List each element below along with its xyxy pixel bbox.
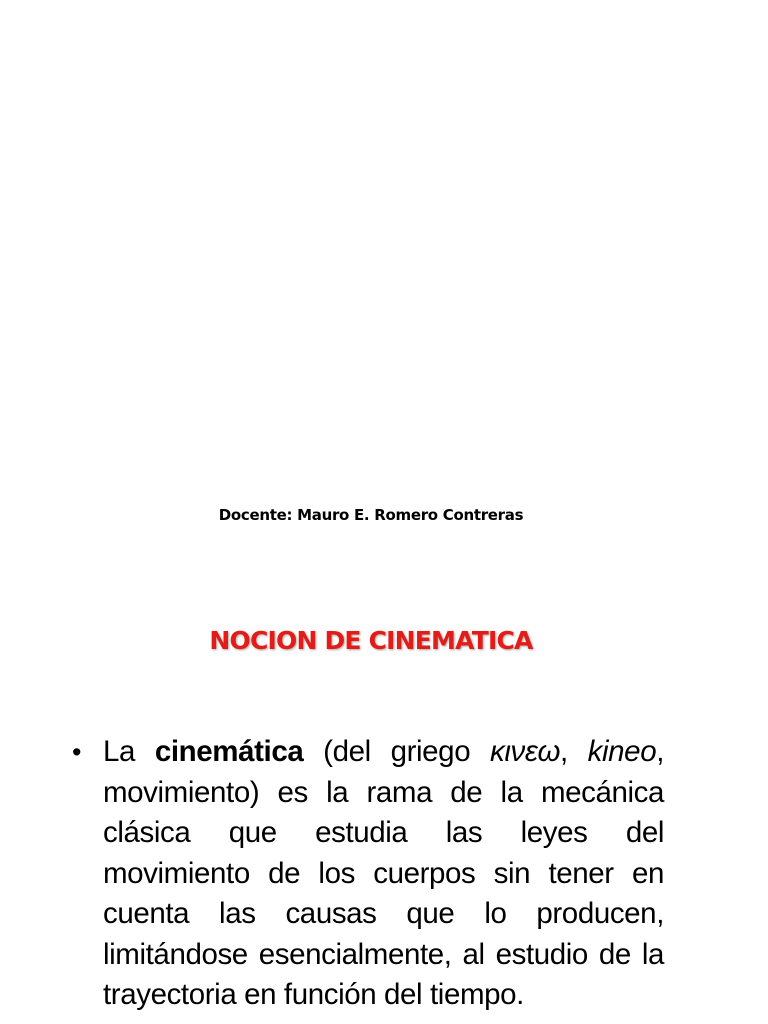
slide-title: NOCION DE CINEMATICA	[209, 626, 533, 655]
bullet-item	[72, 732, 664, 1016]
transliteration: kineo	[587, 735, 657, 768]
text-run: ,	[560, 735, 588, 768]
text-run: , movimiento) es la rama de la mecánica clásica que estudia las leyes del movimiento de los cuerpos sin tener en cuenta las causas que lo producen, limitándose esencialmente, al estudio de la trayectoria en función del tiempo.	[103, 735, 664, 1011]
term-cinematica: cinemática	[154, 735, 304, 768]
paragraph-text	[103, 732, 664, 1016]
bullet-marker: •	[72, 737, 82, 767]
greek-word: κινεω	[490, 735, 561, 768]
text-run: (del griego	[303, 735, 491, 768]
text-run: La	[103, 735, 155, 768]
author-line: Docente: Mauro E. Romero Contreras	[218, 506, 524, 524]
